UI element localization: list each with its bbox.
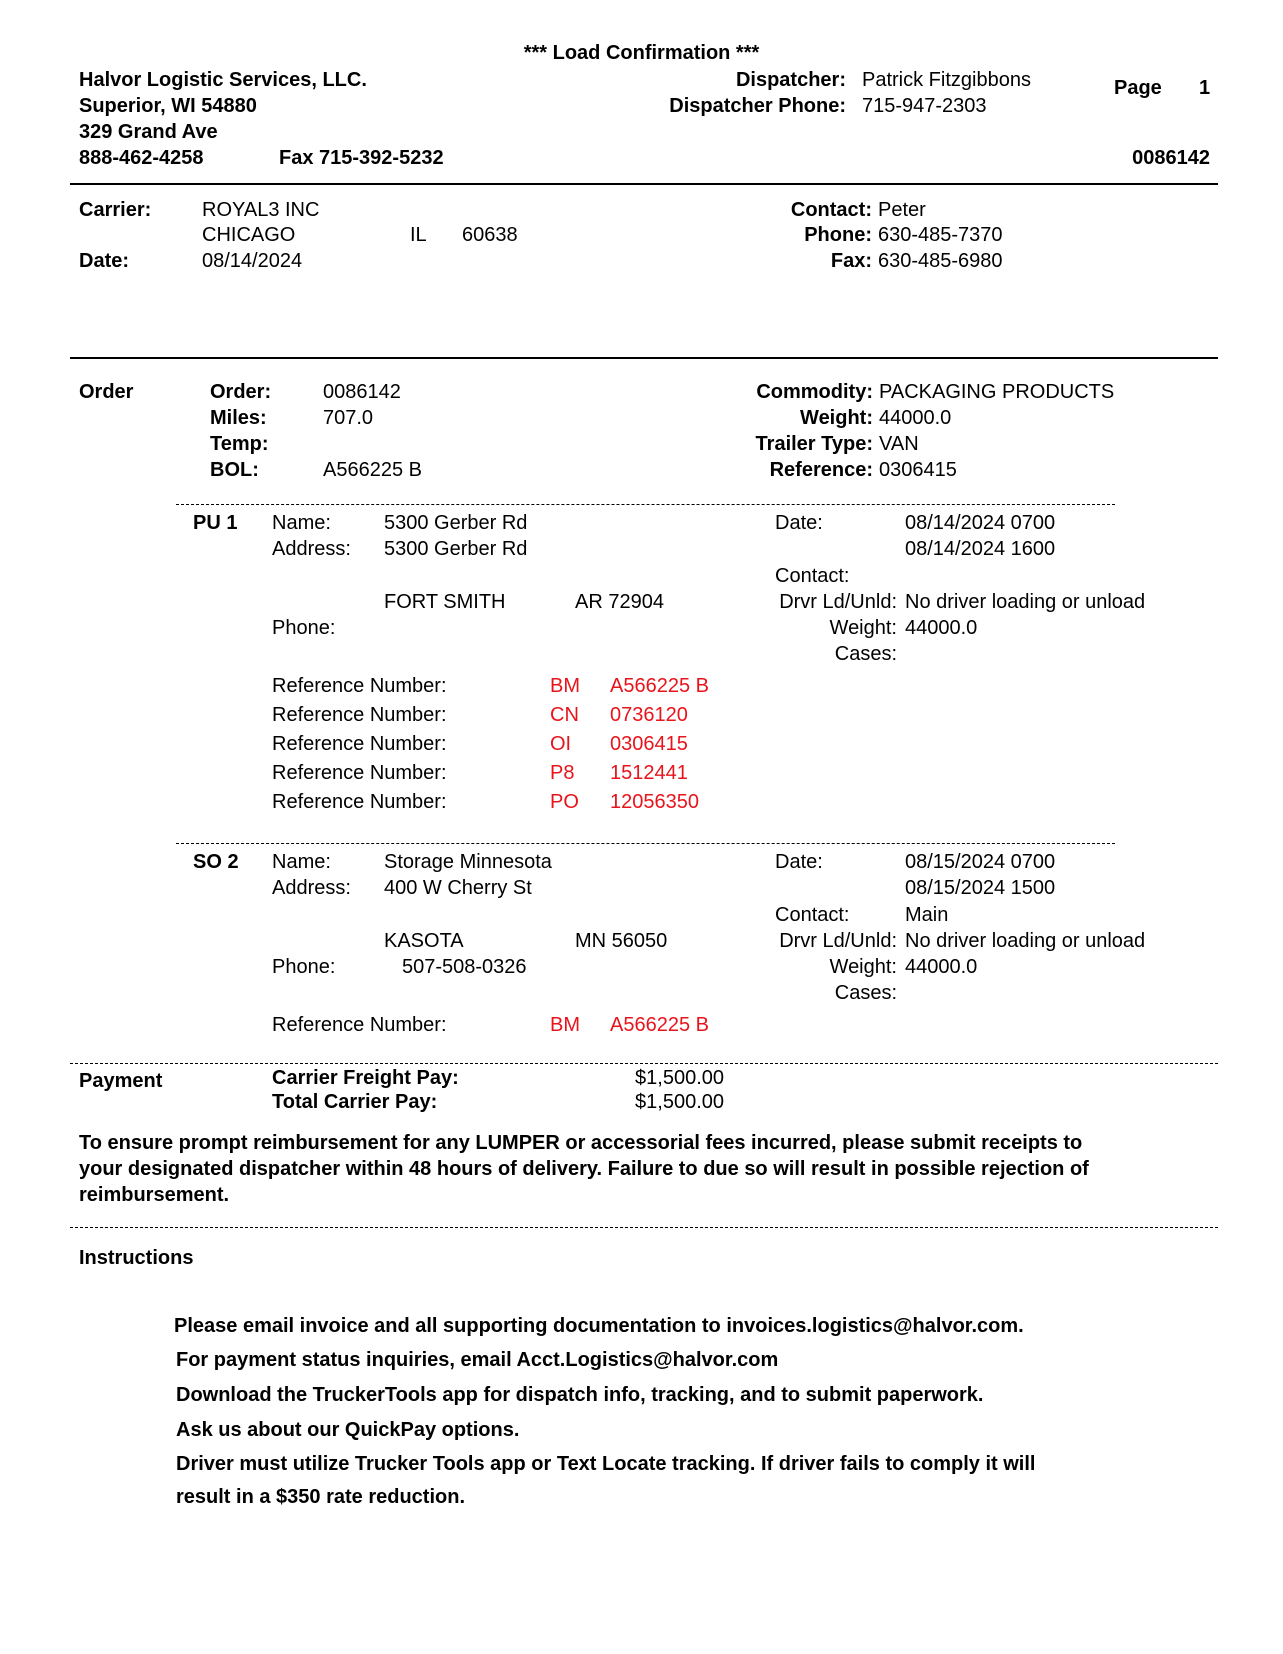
page-label: Page xyxy=(1114,77,1162,99)
stop-contact-label: Contact: xyxy=(775,904,850,926)
stop-driver-label: Drvr Ld/Unld: xyxy=(779,591,897,613)
stop-city: KASOTA xyxy=(384,930,464,952)
instruction-line: Download the TruckerTools app for dispatch info, tracking, and to submit paperwork. xyxy=(176,1384,984,1406)
stop-divider xyxy=(176,504,1115,505)
reimbursement-notice: To ensure prompt reimbursement for any LUMPER or accessorial fees incurred, please submit receipts to xyxy=(79,1132,1083,1154)
stop-phone: 507-508-0326 xyxy=(402,956,527,978)
stop-weight: 44000.0 xyxy=(905,956,978,978)
reference-number-label: Reference Number: xyxy=(272,675,447,697)
carrier-name: ROYAL3 INC xyxy=(202,199,320,221)
reference-value: 1512441 xyxy=(610,762,688,784)
company-fax: Fax 715-392-5232 xyxy=(279,147,444,169)
miles-label: Miles: xyxy=(210,407,267,429)
carrier-phone-label: Phone: xyxy=(804,224,872,246)
carrier-date: 08/14/2024 xyxy=(202,250,303,272)
stop-address: 5300 Gerber Rd xyxy=(384,538,528,560)
stop-code: PU 1 xyxy=(193,512,238,534)
stop-contact-label: Contact: xyxy=(775,565,850,587)
order-trailer-type: VAN xyxy=(879,433,919,455)
stop-date-start: 08/14/2024 0700 xyxy=(905,512,1056,534)
instructions-section-label: Instructions xyxy=(79,1247,194,1269)
stop-divider xyxy=(176,843,1115,844)
stop-weight-label: Weight: xyxy=(829,617,897,639)
carrier-fax: 630-485-6980 xyxy=(878,250,1003,272)
carrier-label: Carrier: xyxy=(79,199,152,221)
instruction-line: result in a $350 rate reduction. xyxy=(176,1486,465,1508)
stop-code: SO 2 xyxy=(193,851,239,873)
carrier-phone: 630-485-7370 xyxy=(878,224,1003,246)
carrier-contact-label: Contact: xyxy=(790,199,872,221)
company-city: Superior, WI 54880 xyxy=(79,95,257,117)
document-number: 0086142 xyxy=(1132,147,1210,169)
dispatcher-name: Patrick Fitzgibbons xyxy=(862,69,1031,91)
order-miles: 707.0 xyxy=(323,407,374,429)
payment-section-label: Payment xyxy=(79,1070,163,1092)
stop-state-zip: AR 72904 xyxy=(575,591,664,613)
stop-name-label: Name: xyxy=(272,512,331,534)
stop-date-start: 08/15/2024 0700 xyxy=(905,851,1056,873)
reference-value: A566225 B xyxy=(610,1014,709,1036)
instruction-line: Please email invoice and all supporting documentation to invoices.logistics@halvor.com. xyxy=(174,1315,1024,1337)
freight-pay-label: Carrier Freight Pay: xyxy=(272,1067,459,1089)
order-reference: 0306415 xyxy=(879,459,957,481)
dispatcher-phone-label: Dispatcher Phone: xyxy=(669,95,846,117)
reference-value: 12056350 xyxy=(610,791,699,813)
reimbursement-notice: your designated dispatcher within 48 hours of delivery. Failure to due so will result in possible rejection of xyxy=(79,1158,1089,1180)
company-phone: 888-462-4258 xyxy=(79,147,204,169)
reference-number-label: Reference Number: xyxy=(272,704,447,726)
carrier-contact: Peter xyxy=(878,199,926,221)
trailer-type-label: Trailer Type: xyxy=(755,433,873,455)
reference-number-label: Reference Number: xyxy=(272,791,447,813)
stop-city: FORT SMITH xyxy=(384,591,506,613)
header-divider xyxy=(70,183,1218,185)
order-section-label: Order xyxy=(79,381,134,403)
company-street: 329 Grand Ave xyxy=(79,121,218,143)
reference-code: CN xyxy=(550,704,579,726)
reference-code: BM xyxy=(550,1014,580,1036)
stop-driver-loading: No driver loading or unload xyxy=(905,930,1146,952)
reference-code: P8 xyxy=(550,762,575,784)
order-bol: A566225 B xyxy=(323,459,422,481)
order-weight: 44000.0 xyxy=(879,407,952,429)
company-name: Halvor Logistic Services, LLC. xyxy=(79,69,367,91)
stop-driver-loading: No driver loading or unload xyxy=(905,591,1146,613)
stop-driver-label: Drvr Ld/Unld: xyxy=(779,930,897,952)
freight-pay-amount: $1,500.00 xyxy=(635,1067,724,1089)
instruction-line: Ask us about our QuickPay options. xyxy=(176,1419,520,1441)
order-commodity: PACKAGING PRODUCTS xyxy=(879,381,1115,403)
reference-code: PO xyxy=(550,791,579,813)
stop-name: Storage Minnesota xyxy=(384,851,552,873)
instruction-line: For payment status inquiries, email Acct.Logistics@halvor.com xyxy=(176,1349,779,1371)
stop-phone-label: Phone: xyxy=(272,617,336,639)
bol-label: BOL: xyxy=(210,459,259,481)
stop-date-label: Date: xyxy=(775,851,823,873)
carrier-fax-label: Fax: xyxy=(830,250,872,272)
stop-address-label: Address: xyxy=(272,877,351,899)
stop-name: 5300 Gerber Rd xyxy=(384,512,528,534)
dispatcher-label: Dispatcher: xyxy=(735,69,846,91)
temp-label: Temp: xyxy=(210,433,269,455)
stop-cases-label: Cases: xyxy=(834,643,897,665)
stop-date-end: 08/15/2024 1500 xyxy=(905,877,1056,899)
stop-weight: 44000.0 xyxy=(905,617,978,639)
stop-weight-label: Weight: xyxy=(829,956,897,978)
reference-value: 0306415 xyxy=(610,733,688,755)
stop-date-label: Date: xyxy=(775,512,823,534)
carrier-divider xyxy=(70,357,1218,359)
reference-value: 0736120 xyxy=(610,704,688,726)
stop-state-zip: MN 56050 xyxy=(575,930,668,952)
stop-name-label: Name: xyxy=(272,851,331,873)
order-number: 0086142 xyxy=(323,381,401,403)
carrier-city: CHICAGO xyxy=(202,224,296,246)
instruction-line: Driver must utilize Trucker Tools app or Text Locate tracking. If driver fails to comply it will xyxy=(176,1453,1036,1475)
reference-number-label: Reference Number: xyxy=(272,733,447,755)
order-label: Order: xyxy=(210,381,272,403)
reimbursement-notice: reimbursement. xyxy=(79,1184,230,1206)
reference-number-label: Reference Number: xyxy=(272,1014,447,1036)
stop-phone-label: Phone: xyxy=(272,956,336,978)
reference-code: BM xyxy=(550,675,580,697)
reference-value: A566225 B xyxy=(610,675,709,697)
reference-number-label: Reference Number: xyxy=(272,762,447,784)
commodity-label: Commodity: xyxy=(756,381,873,403)
date-label: Date: xyxy=(79,250,130,272)
total-pay-amount: $1,500.00 xyxy=(635,1091,724,1113)
weight-label: Weight: xyxy=(800,407,873,429)
total-pay-label: Total Carrier Pay: xyxy=(272,1091,438,1113)
stop-address-label: Address: xyxy=(272,538,351,560)
carrier-zip: 60638 xyxy=(462,224,518,246)
carrier-state: IL xyxy=(410,224,427,246)
page-number: 1 xyxy=(1199,77,1211,99)
reference-label: Reference: xyxy=(769,459,873,481)
reference-code: OI xyxy=(550,733,572,755)
stop-address: 400 W Cherry St xyxy=(384,877,532,899)
stop-contact: Main xyxy=(905,904,949,926)
stop-cases-label: Cases: xyxy=(834,982,897,1004)
document-title: *** Load Confirmation *** xyxy=(523,42,760,64)
stop-date-end: 08/14/2024 1600 xyxy=(905,538,1056,560)
dispatcher-phone: 715-947-2303 xyxy=(862,95,987,117)
instructions-divider xyxy=(70,1227,1218,1228)
payment-divider xyxy=(70,1063,1218,1064)
